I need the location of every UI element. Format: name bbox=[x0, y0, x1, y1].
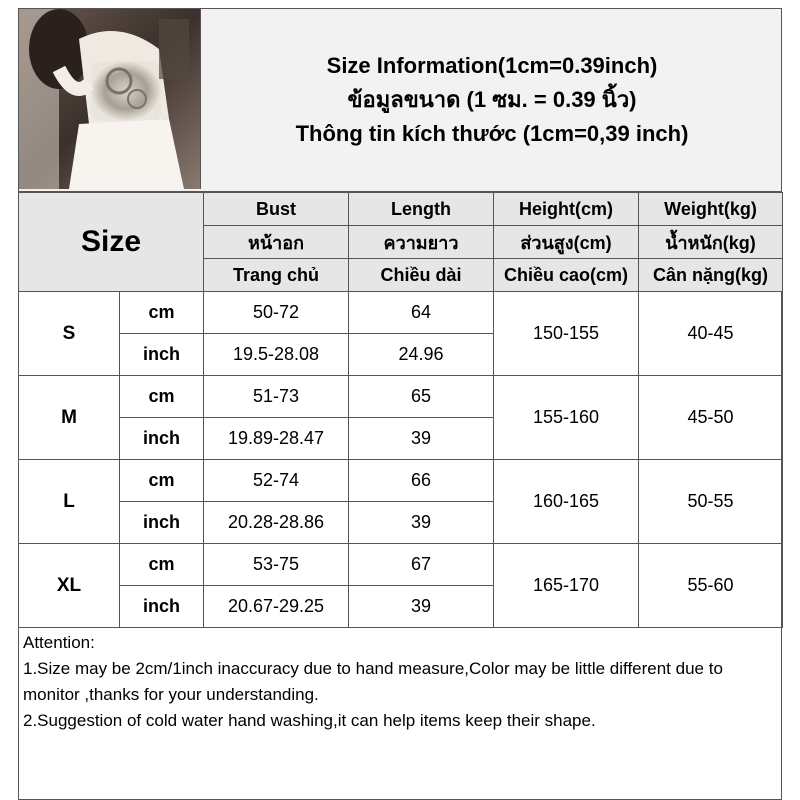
bust-header-vi: Trang chủ bbox=[204, 259, 349, 292]
unit-label-inch: inch bbox=[120, 502, 204, 544]
length-inch-value: 39 bbox=[349, 586, 494, 628]
length-inch-value: 39 bbox=[349, 502, 494, 544]
attention-note-2: 2.Suggestion of cold water hand washing,it can help items keep their shape. bbox=[23, 711, 596, 730]
length-cm-value: 67 bbox=[349, 544, 494, 586]
size-label: S bbox=[19, 292, 120, 376]
length-cm-value: 66 bbox=[349, 460, 494, 502]
bust-inch-value: 20.67-29.25 bbox=[204, 586, 349, 628]
size-label: L bbox=[19, 460, 120, 544]
height-value: 165-170 bbox=[494, 544, 639, 628]
table-row bbox=[19, 460, 783, 502]
product-photo bbox=[19, 9, 201, 189]
size-info-title-block bbox=[203, 9, 781, 191]
size-info-title-thai: ข้อมูลขนาด (1 ซม. = 0.39 นิ้ว) bbox=[347, 87, 637, 112]
height-header-vi: Chiều cao(cm) bbox=[494, 259, 639, 292]
size-info-title-english: Size Information(1cm=0.39inch) bbox=[326, 53, 658, 78]
weight-header-th: น้ำหนัก(kg) bbox=[639, 226, 783, 259]
size-column-header: Size bbox=[19, 193, 204, 292]
size-label: XL bbox=[19, 544, 120, 628]
height-header-th: ส่วนสูง(cm) bbox=[494, 226, 639, 259]
bust-header-th: หน้าอก bbox=[204, 226, 349, 259]
unit-label-inch: inch bbox=[120, 418, 204, 460]
weight-header-en: Weight(kg) bbox=[639, 193, 783, 226]
height-value: 155-160 bbox=[494, 376, 639, 460]
height-value: 150-155 bbox=[494, 292, 639, 376]
weight-value: 40-45 bbox=[639, 292, 783, 376]
length-header-th: ความยาว bbox=[349, 226, 494, 259]
length-cm-value: 65 bbox=[349, 376, 494, 418]
length-inch-value: 24.96 bbox=[349, 334, 494, 376]
bust-cm-value: 50-72 bbox=[204, 292, 349, 334]
length-header-en: Length bbox=[349, 193, 494, 226]
weight-value: 55-60 bbox=[639, 544, 783, 628]
length-inch-value: 39 bbox=[349, 418, 494, 460]
bust-inch-value: 20.28-28.86 bbox=[204, 502, 349, 544]
weight-value: 45-50 bbox=[639, 376, 783, 460]
unit-label-cm: cm bbox=[120, 460, 204, 502]
size-table bbox=[18, 192, 783, 628]
table-row bbox=[19, 376, 783, 418]
weight-value: 50-55 bbox=[639, 460, 783, 544]
bust-cm-value: 53-75 bbox=[204, 544, 349, 586]
attention-notes bbox=[18, 627, 782, 800]
bust-cm-value: 52-74 bbox=[204, 460, 349, 502]
table-row bbox=[19, 544, 783, 586]
table-row bbox=[19, 292, 783, 334]
height-header-en: Height(cm) bbox=[494, 193, 639, 226]
unit-label-cm: cm bbox=[120, 544, 204, 586]
size-info-title-vietnamese: Thông tin kích thước (1cm=0,39 inch) bbox=[295, 121, 689, 146]
weight-header-vi: Cân nặng(kg) bbox=[639, 259, 783, 292]
product-photo-image bbox=[19, 9, 201, 189]
attention-note-1: 1.Size may be 2cm/1inch inaccuracy due to hand measure,Color may be little different due to monitor ,thanks for your understanding. bbox=[23, 659, 723, 704]
length-cm-value: 64 bbox=[349, 292, 494, 334]
height-value: 160-165 bbox=[494, 460, 639, 544]
bust-inch-value: 19.89-28.47 bbox=[204, 418, 349, 460]
unit-label-cm: cm bbox=[120, 376, 204, 418]
unit-label-inch: inch bbox=[120, 586, 204, 628]
size-label: M bbox=[19, 376, 120, 460]
attention-title: Attention: bbox=[23, 633, 95, 652]
length-header-vi: Chiều dài bbox=[349, 259, 494, 292]
bust-header-en: Bust bbox=[204, 193, 349, 226]
unit-label-cm: cm bbox=[120, 292, 204, 334]
unit-label-inch: inch bbox=[120, 334, 204, 376]
bust-inch-value: 19.5-28.08 bbox=[204, 334, 349, 376]
bust-cm-value: 51-73 bbox=[204, 376, 349, 418]
